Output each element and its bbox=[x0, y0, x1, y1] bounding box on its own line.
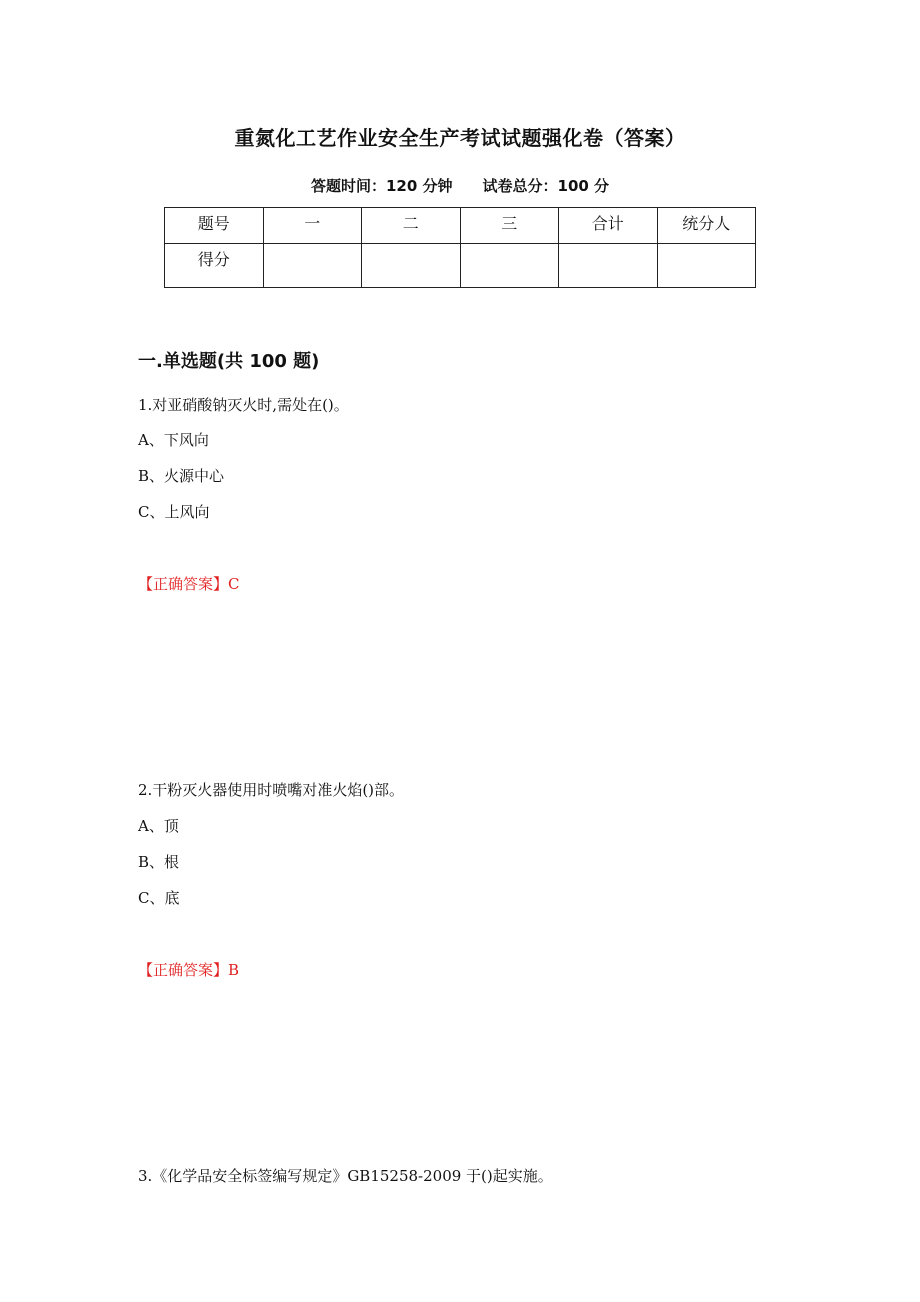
question-option: B、根 bbox=[138, 853, 180, 871]
score-row-label: 得分 bbox=[165, 244, 264, 288]
exam-time: 答题时间：120 分钟 bbox=[310, 177, 453, 195]
score-header-cell: 一 bbox=[263, 208, 362, 244]
score-table-header-row bbox=[165, 208, 756, 244]
score-header-cell: 二 bbox=[362, 208, 461, 244]
score-header-cell: 合计 bbox=[559, 208, 658, 244]
score-cell bbox=[559, 244, 658, 288]
correct-answer: 【正确答案】C bbox=[138, 575, 240, 593]
question-option: A、下风向 bbox=[138, 431, 209, 449]
score-cell bbox=[657, 244, 756, 288]
exam-total-score: 试卷总分：100 分 bbox=[482, 177, 610, 195]
score-cell bbox=[460, 244, 559, 288]
score-header-cell: 三 bbox=[460, 208, 559, 244]
question-text: 2.干粉灭火器使用时喷嘴对准火焰()部。 bbox=[138, 781, 405, 799]
score-table-score-row bbox=[165, 244, 756, 288]
question-option: C、底 bbox=[138, 889, 180, 907]
score-cell bbox=[362, 244, 461, 288]
score-cell bbox=[263, 244, 362, 288]
score-table bbox=[164, 207, 756, 288]
exam-meta bbox=[0, 175, 920, 196]
score-header-cell: 统分人 bbox=[657, 208, 756, 244]
question-text: 3.《化学品安全标签编写规定》GB15258-2009 于()起实施。 bbox=[138, 1167, 553, 1185]
question-option: A、顶 bbox=[138, 817, 179, 835]
question-option: B、火源中心 bbox=[138, 467, 225, 485]
score-header-cell: 题号 bbox=[165, 208, 264, 244]
correct-answer: 【正确答案】B bbox=[138, 961, 240, 979]
question-text: 1.对亚硝酸钠灭火时,需处在()。 bbox=[138, 396, 349, 414]
section-title: 一.单选题(共 100 题) bbox=[138, 351, 320, 372]
document-title: 重氮化工艺作业安全生产考试试题强化卷（答案） bbox=[234, 126, 686, 150]
question-option: C、上风向 bbox=[138, 503, 210, 521]
